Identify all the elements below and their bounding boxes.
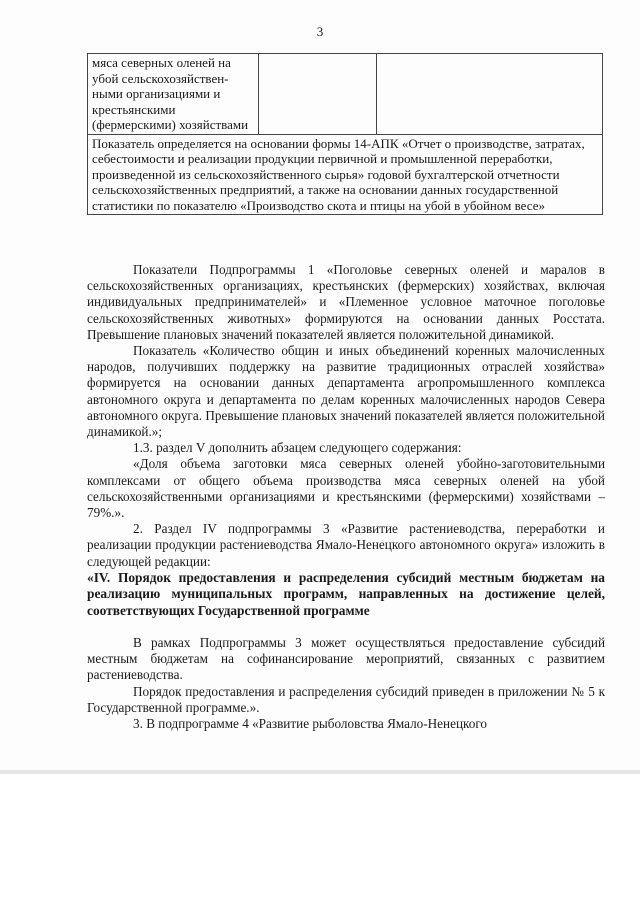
- spacer: [87, 619, 605, 635]
- table-cell-empty: [259, 54, 377, 135]
- table-row: [88, 54, 603, 135]
- paragraph: Порядок предоставления и распределения субсидий приведен в приложении № 5 к Государственной программе.».: [87, 683, 605, 715]
- section-heading: «IV. Порядок предоставления и распределения субсидий местным бюджетам на реализацию муниципальных программ, направленных на достижение целей, соответствующих Государственной программе: [87, 569, 605, 618]
- paragraph: В рамках Подпрограммы 3 может осуществляться предоставление субсидий местным бюджетам на софинансирование мероприятий, связанных с развитием растениеводства.: [87, 635, 605, 683]
- document-body: [87, 262, 605, 732]
- table-row: [88, 134, 603, 215]
- paragraph: 1.3. раздел V дополнить абзацем следующего содержания:: [133, 440, 462, 456]
- paragraph: 2. Раздел IV подпрограммы 3 «Развитие растениеводства, переработки и реализации продукции растениеводства Ямало-Ненецкого автономного округа» изложить в следующей редакции:: [87, 521, 605, 569]
- table-cell-empty: [376, 54, 602, 135]
- indicator-table: [87, 53, 603, 215]
- paragraph: Показатель «Количество общин и иных объединений коренных малочисленных народов, получивших поддержку на развитие традиционных отраслей хозяйства» формируется на основании данных департамента агропромышленного комплекса автономного округа и департамента по делам коренных малочисленных народов Севера автономного округа. Превышение плановых значений показателей является положительной динамикой.»;: [87, 343, 605, 440]
- table-cell-method-note: Показатель определяется на основании формы 14-АПК «Отчет о производстве, затратах, себестоимости и реализации продукции первичной и промышленной переработки, произведенной из сельскохозяйственного сырья» годовой бухгалтерской отчетности сельскохозяйственных предприятий, а также на основании данных государственной статистики по показателю «Производство скота и птицы на убой в убойном весе»: [88, 134, 603, 215]
- paragraph: «Доля объема заготовки мяса северных оленей убойно-заготовительными комплексами от общего объема производства мяса северных оленей на убой сельскохозяйственными организациями и крестьянскими (фермерскими) хозяйствами – 79%.».: [87, 456, 605, 521]
- paragraph: Показатели Подпрограммы 1 «Поголовье северных оленей и маралов в сельскохозяйственных организациях, крестьянских (фермерских) хозяйствах, включая индивидуальных предпринимателей» и «Племенное условное маточное поголовье сельскохозяйственных животных» формируются на основании данных Росстата. Превышение плановых значений показателей является положительной динамикой.: [87, 262, 605, 342]
- table-cell-indicator-name: мяса северных оленей на убой сельскохозяйствен-ными организациями и крестьянскими (фермерскими) хозяйствами: [88, 54, 259, 135]
- paragraph: 3. В подпрограмме 4 «Развитие рыболовства Ямало-Ненецкого: [133, 716, 488, 732]
- scan-edge: [0, 770, 640, 774]
- page-number: 3: [316, 24, 324, 39]
